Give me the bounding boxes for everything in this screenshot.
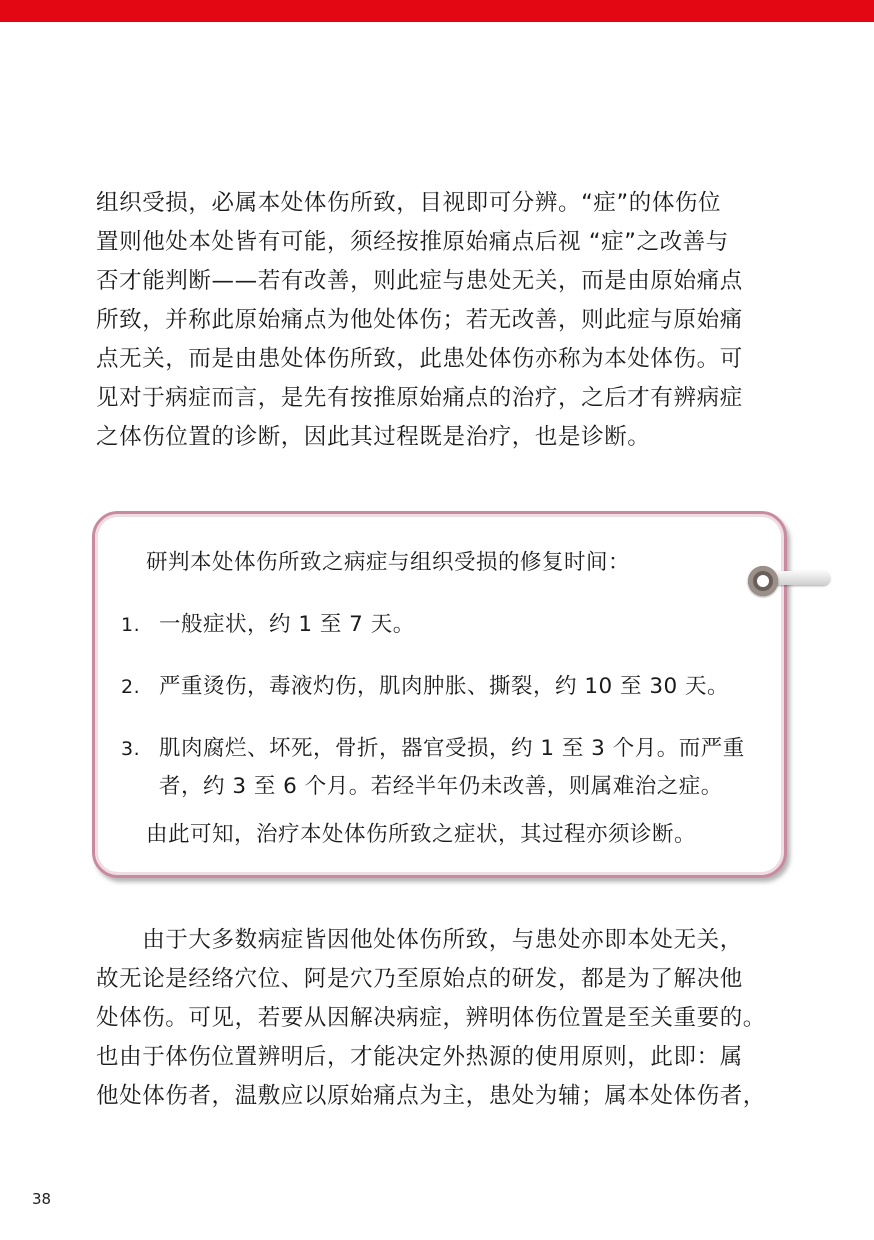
paper-clip-icon — [748, 566, 832, 602]
list-item-text: 一般症状，约 1 至 7 天。 — [159, 612, 415, 637]
list-item-continuation: 者，约 3 至 6 个月。若经半年仍未改善，则属难治之症。 — [159, 774, 723, 799]
list-number: 3. — [121, 738, 141, 760]
list-item-text: 严重烫伤，毒液灼伤，肌肉肿胀、撕裂，约 10 至 30 天。 — [159, 674, 730, 699]
text-line: 之体伤位置的诊断，因此其过程既是治疗，也是诊断。 — [96, 424, 651, 450]
text-line: 见对于病症而言，是先有按推原始痛点的治疗，之后才有辨病症 — [96, 385, 743, 411]
clip-ring — [748, 566, 778, 596]
clip-hole — [757, 575, 769, 587]
note-footer: 由此可知，治疗本处体伤所致之症状，其过程亦须诊断。 — [146, 822, 697, 847]
body-paragraph-1 — [96, 184, 786, 457]
text-line: 处体伤。可见，若要从因解决病症，辨明体伤位置是至关重要的。 — [96, 1005, 766, 1031]
page-number: 38 — [32, 1190, 52, 1208]
text-line: 由于大多数病症皆因他处体伤所致，与患处亦即本处无关， — [96, 927, 743, 953]
note-list-item — [121, 730, 745, 806]
list-item-text: 肌肉腐烂、坏死，骨折，器官受损，约 1 至 3 个月。而严重 — [159, 736, 745, 761]
list-number: 1. — [121, 614, 141, 636]
text-line: 点无关，而是由患处体伤所致，此患处体伤亦称为本处体伤。可 — [96, 346, 743, 372]
note-list-item — [121, 606, 415, 644]
text-line: 故无论是经络穴位、阿是穴乃至原始点的研发，都是为了解决他 — [96, 966, 743, 992]
text-line: 也由于体伤位置辨明后，才能决定外热源的使用原则，此即：属 — [96, 1044, 743, 1070]
top-color-bar — [0, 0, 874, 22]
list-number: 2. — [121, 676, 141, 698]
text-line: 所致，并称此原始痛点为他处体伤；若无改善，则此症与原始痛 — [96, 307, 743, 333]
text-line: 组织受损，必属本处体伤所致，目视即可分辨。“症”的体伤位 — [96, 190, 722, 216]
text-line: 置则他处本处皆有可能，须经按推原始痛点后视 “症”之改善与 — [96, 229, 729, 255]
note-heading: 研判本处体伤所致之病症与组织受损的修复时间： — [146, 550, 631, 575]
recovery-time-note-card — [92, 511, 787, 878]
text-line: 他处体伤者，温敷应以原始痛点为主，患处为辅；属本处体伤者， — [96, 1083, 766, 1109]
note-list-item — [121, 668, 729, 706]
text-line: 否才能判断——若有改善，则此症与患处无关，而是由原始痛点 — [96, 268, 743, 294]
body-paragraph-2 — [96, 921, 786, 1116]
